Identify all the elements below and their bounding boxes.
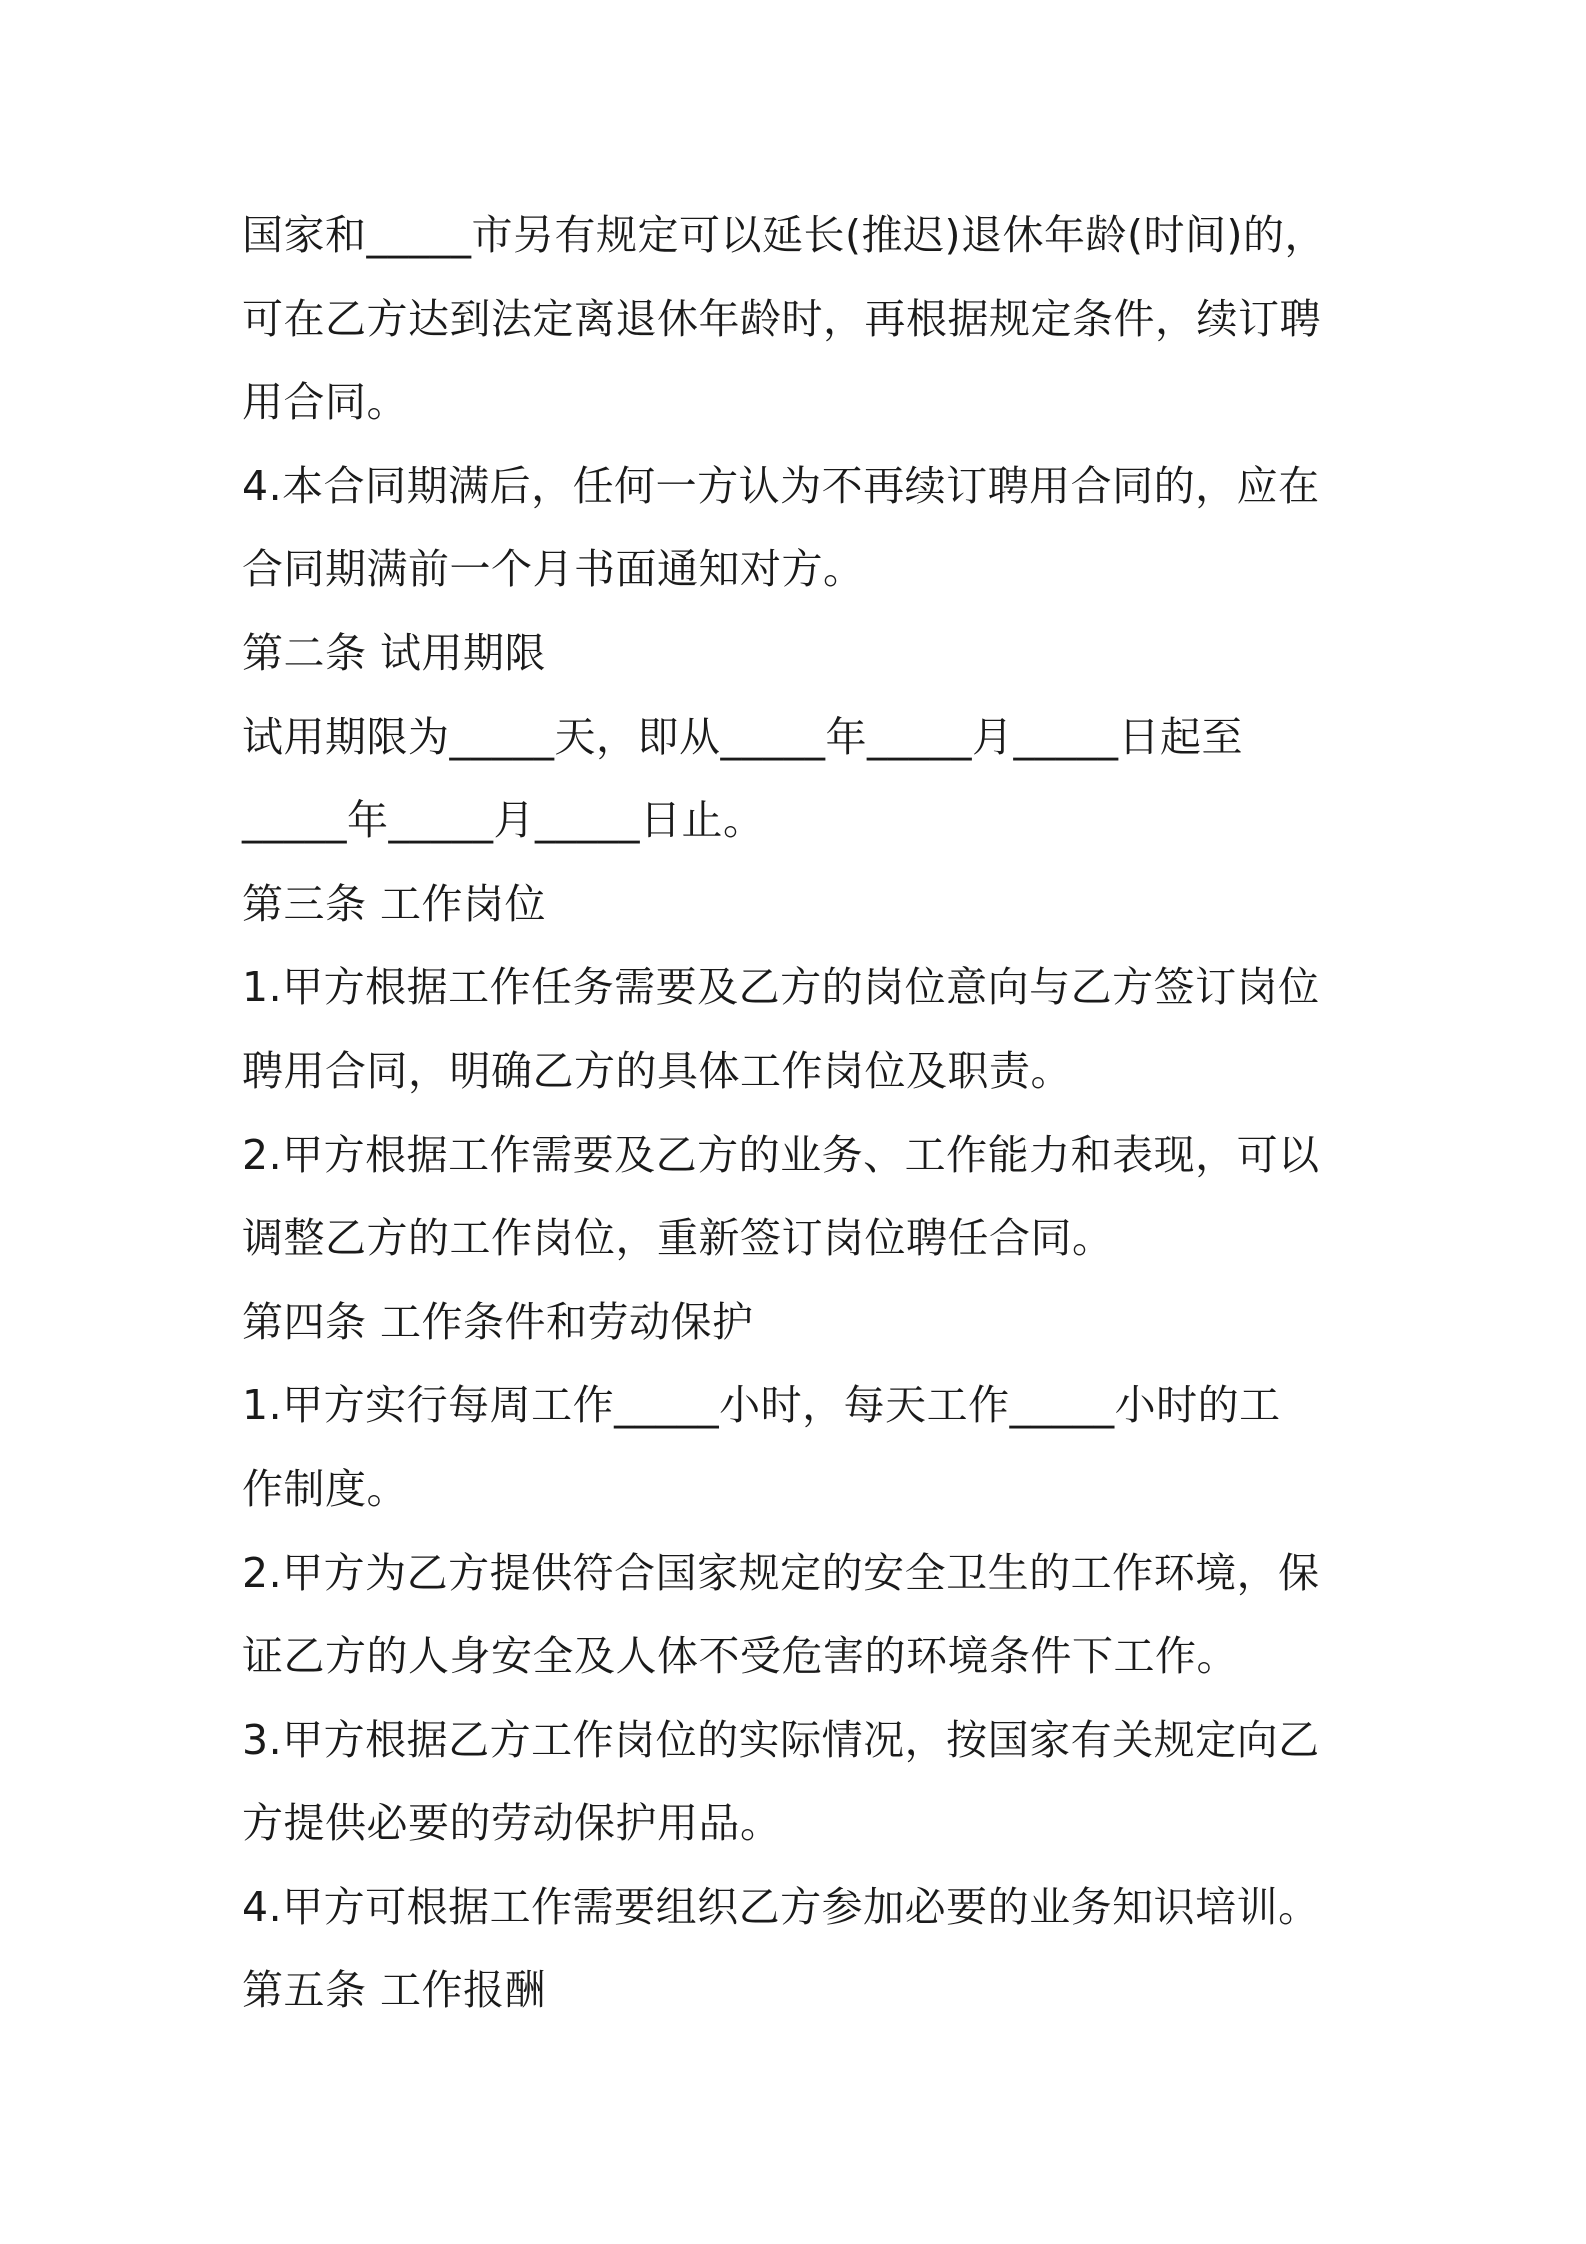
section-heading: 第三条 工作岗位	[242, 879, 547, 928]
text-line: 证乙方的人身安全及人体不受危害的环境条件下工作。	[242, 1632, 1238, 1681]
section-heading: 第二条 试用期限	[242, 628, 547, 677]
text-line: 2.甲方为乙方提供符合国家规定的安全卫生的工作环境，保	[242, 1548, 1320, 1597]
text-line: 国家和_____市另有规定可以延长(推迟)退休年龄(时间)的，	[242, 211, 1326, 259]
text-line: 合同期满前一个月书面通知对方。	[242, 545, 865, 594]
text-line: 用合同。	[242, 378, 408, 427]
section-heading: 第五条 工作报酬	[242, 1966, 547, 2015]
text-line: 聘用合同，明确乙方的具体工作岗位及职责。	[242, 1046, 1072, 1095]
section-heading: 第四条 工作条件和劳动保护	[242, 1297, 754, 1346]
text-line: 4.本合同期满后，任何一方认为不再续订聘用合同的，应在	[242, 461, 1320, 510]
text-line: 2.甲方根据工作需要及乙方的业务、工作能力和表现，可以	[242, 1130, 1320, 1179]
text-line: 4.甲方可根据工作需要组织乙方参加必要的业务知识培训。	[242, 1882, 1320, 1931]
text-line: 试用期限为_____天，即从_____年_____月_____日起至	[242, 712, 1243, 761]
text-line: 1.甲方实行每周工作_____小时，每天工作_____小时的工	[242, 1381, 1281, 1430]
text-line: 1.甲方根据工作任务需要及乙方的岗位意向与乙方签订岗位	[242, 963, 1320, 1012]
text-line: 3.甲方根据乙方工作岗位的实际情况，按国家有关规定向乙	[242, 1715, 1320, 1764]
contract-text	[242, 194, 1362, 2033]
text-line: 调整乙方的工作岗位，重新签订岗位聘任合同。	[242, 1214, 1114, 1263]
text-line: 方提供必要的劳动保护用品。	[242, 1799, 782, 1848]
text-line: 可在乙方达到法定离退休年龄时，再根据规定条件，续订聘	[242, 294, 1321, 343]
text-line: 作制度。	[242, 1464, 408, 1513]
text-line: _____年_____月_____日止。	[242, 796, 765, 845]
